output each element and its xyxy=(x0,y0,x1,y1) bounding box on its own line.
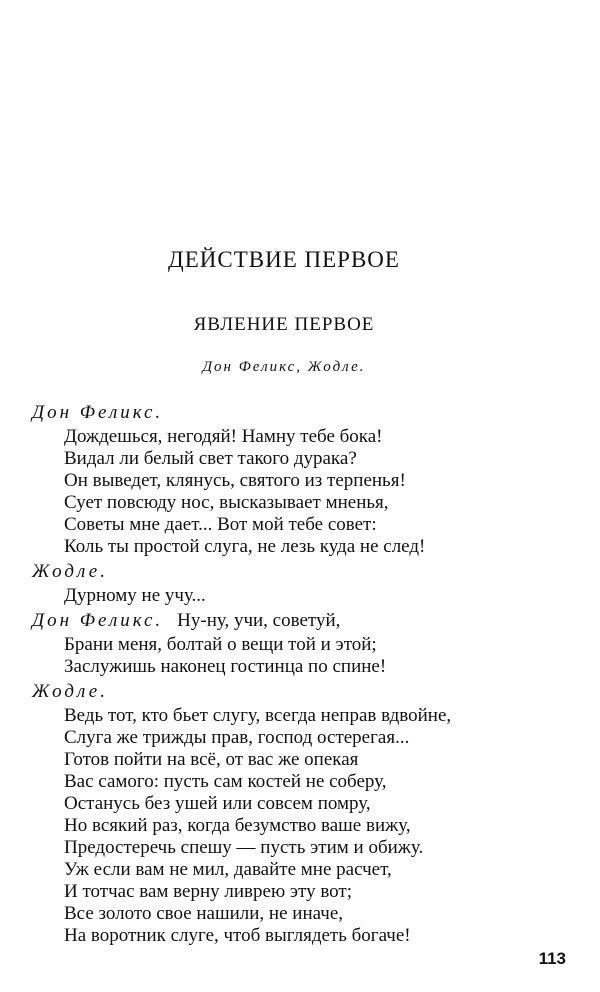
verse-line: Брани меня, болтай о вещи той и этой; xyxy=(64,634,377,655)
cast-list: Дон Феликс, Жодле. xyxy=(202,359,366,375)
verse-line: Ну-ну, учи, советуй, xyxy=(177,610,341,631)
speaker-line xyxy=(32,607,572,634)
speaker-name: Дон Феликс. xyxy=(32,402,164,423)
verse-line: И тотчас вам верну ливрею эту вот; xyxy=(64,881,353,902)
verse-line: Коль ты простой слуга, не лезь куда не след! xyxy=(64,536,426,557)
verse-line: Сует повсюду нос, высказывает мненья, xyxy=(64,492,389,513)
verse-line: Слуга же трижды прав, господ остерегая... xyxy=(64,727,410,748)
verse-line: Но всякий раз, когда безумство ваше вижу, xyxy=(64,815,411,836)
page-number: 113 xyxy=(538,949,566,968)
verse-line: Уж если вам не мил, давайте мне расчет, xyxy=(64,859,392,880)
verse-line: Предостеречь спешу — пусть этим и обижу. xyxy=(64,837,424,858)
verse-line: Готов пойти на всё, от вас же опекая xyxy=(64,749,359,770)
act-title: ДЕЙСТВИЕ ПЕРВОЕ xyxy=(168,247,400,272)
verse-line: Дурному не учу... xyxy=(64,585,206,606)
speaker-name: Жодле. xyxy=(32,681,108,702)
verse-line: Советы мне дает... Вот мой тебе совет: xyxy=(64,514,377,535)
verse-line: Вас самого: пусть сам костей не соберу, xyxy=(64,771,387,792)
verse-line: На воротник слуге, чтоб выглядеть богаче! xyxy=(64,925,411,946)
speaker-name: Жодле. xyxy=(32,561,108,582)
verse-line: Он выведет, клянусь, святого из терпенья! xyxy=(64,470,406,491)
verse-line: Дождешься, негодяй! Намну тебе бока! xyxy=(64,426,383,447)
verse-line: Останусь без ушей или совсем помру, xyxy=(64,793,371,814)
scene-title: ЯВЛЕНИЕ ПЕРВОЕ xyxy=(193,314,375,335)
verse-line: Заслужишь наконец гостинца по спине! xyxy=(64,656,387,677)
speaker-name: Дон Феликс. xyxy=(32,610,164,631)
dialogue xyxy=(32,399,572,947)
verse-line: Ведь тот, кто бьет слугу, всегда неправ вдвойне, xyxy=(64,705,452,726)
verse-line: Видал ли белый свет такого дурака? xyxy=(64,448,357,469)
verse-line: Все золото свое нашили, не иначе, xyxy=(64,903,344,924)
